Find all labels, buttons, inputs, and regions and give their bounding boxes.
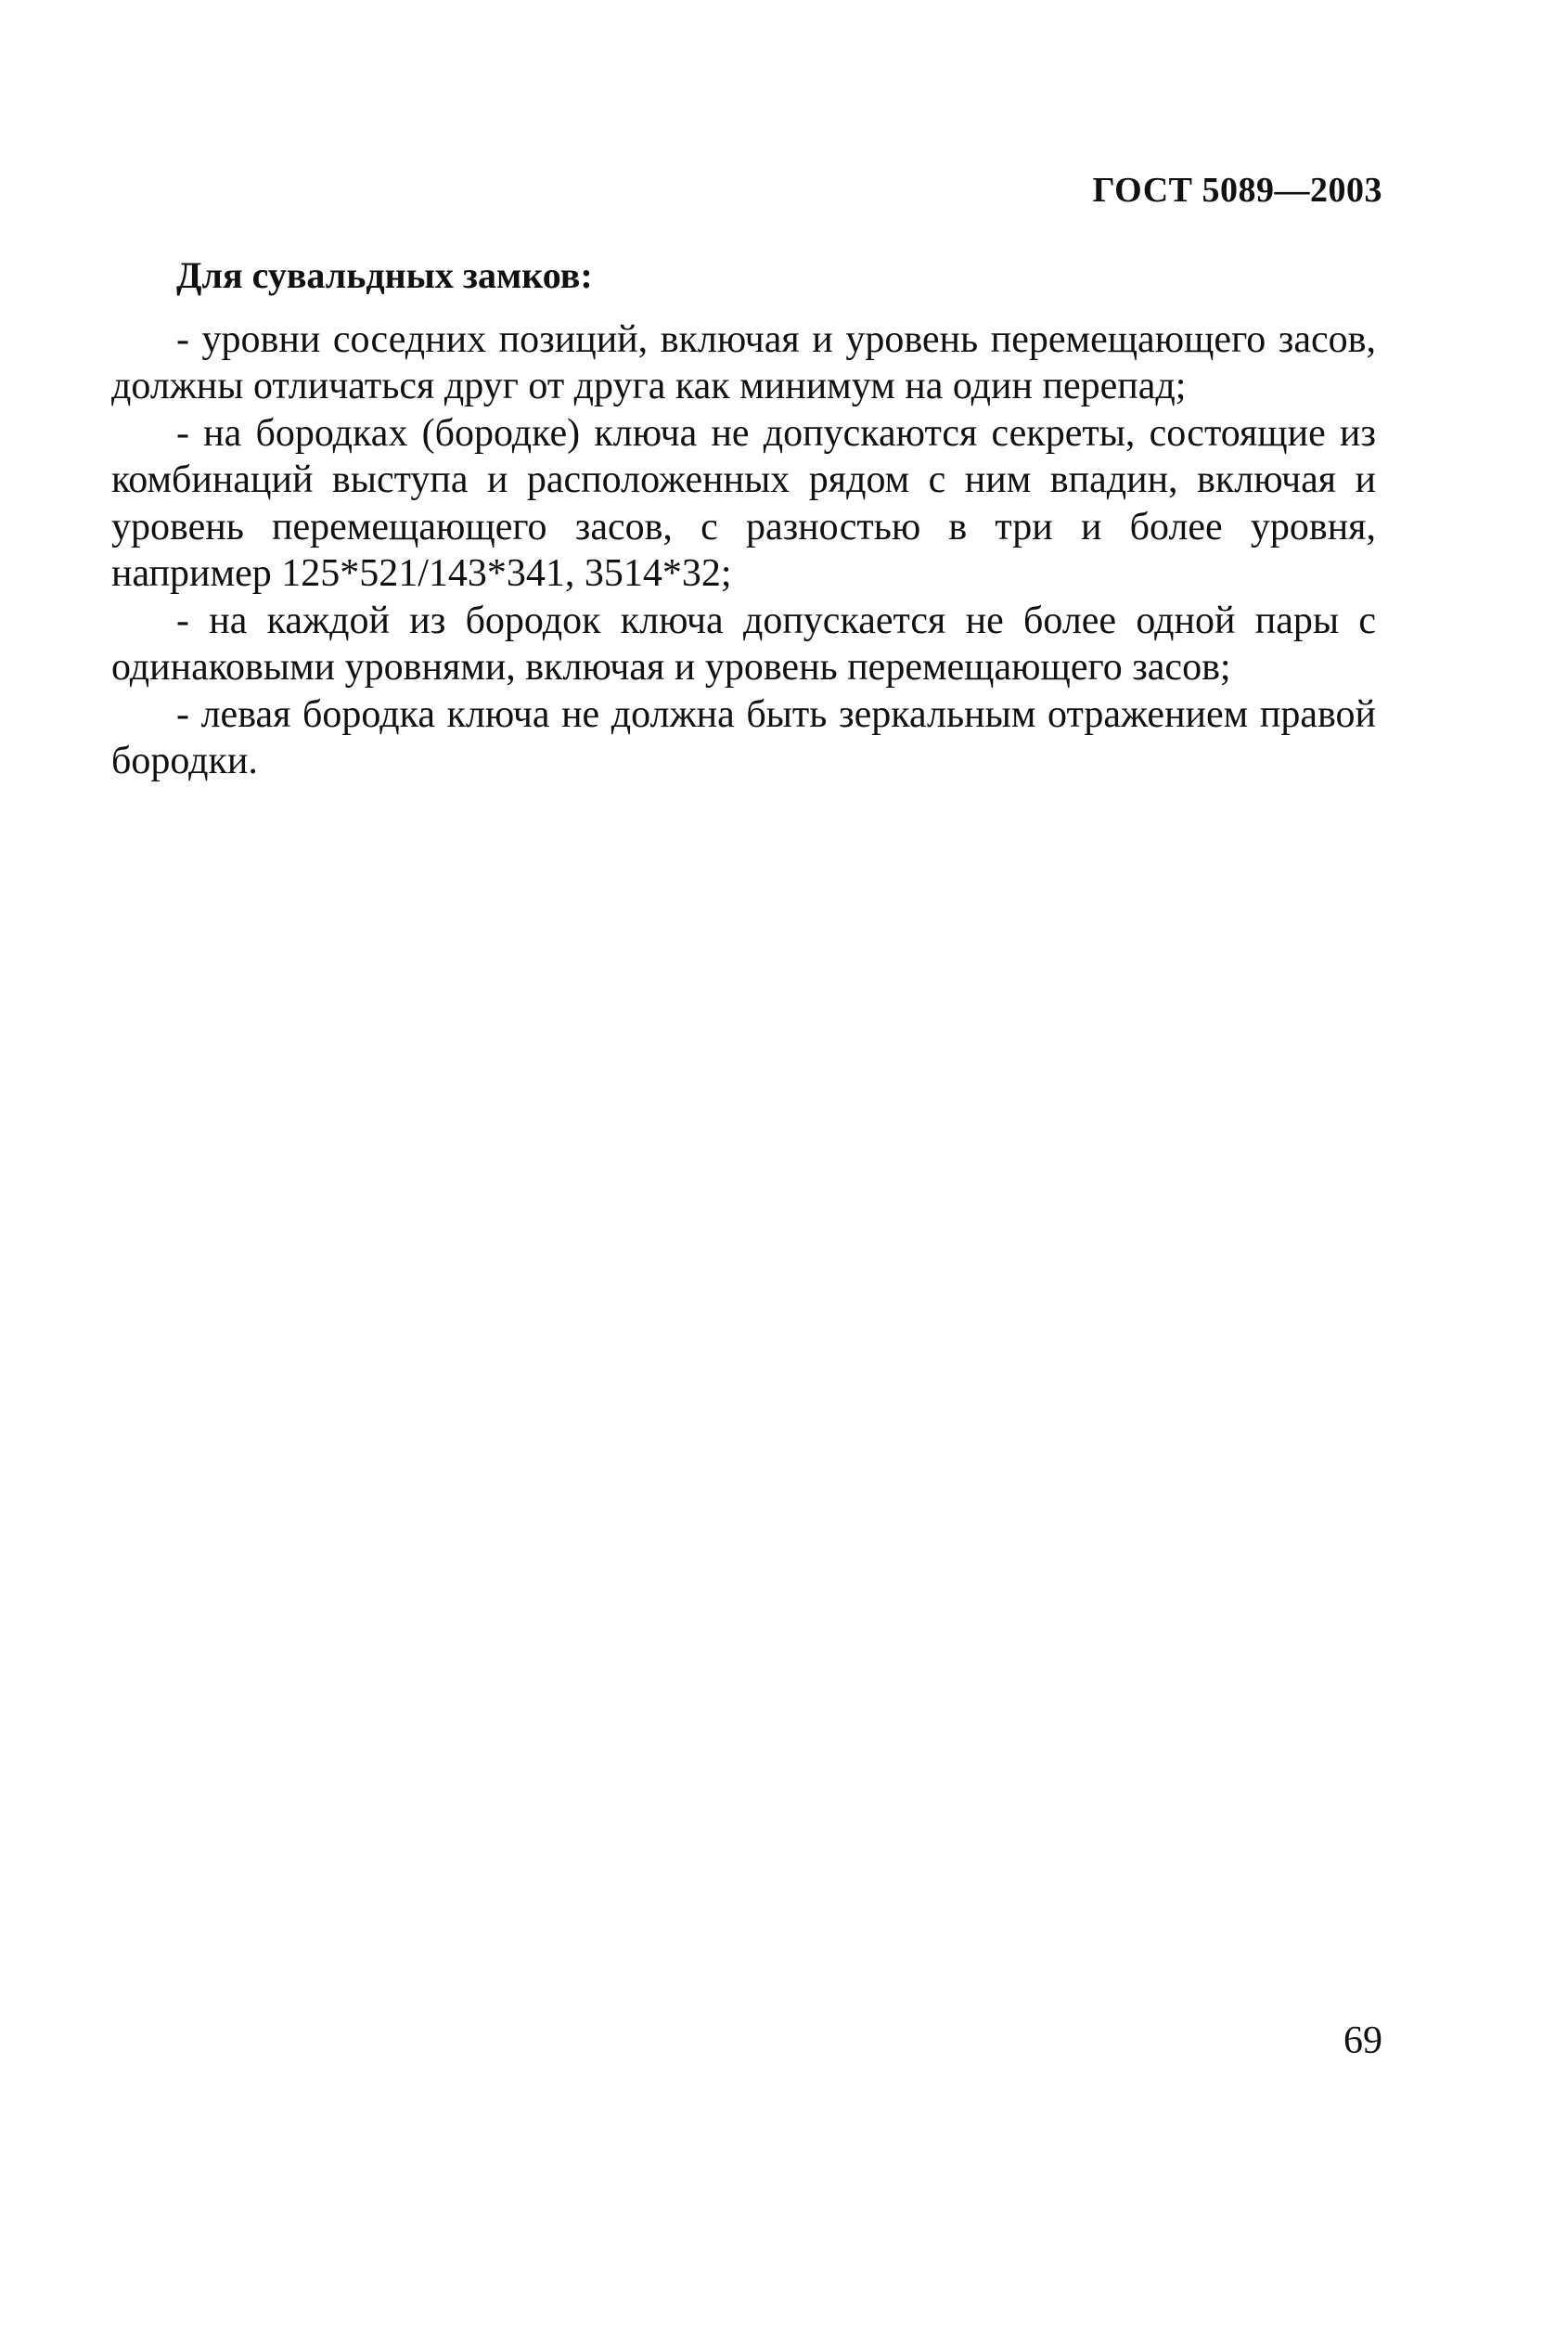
document-code: ГОСТ 5089—2003 — [1092, 171, 1382, 210]
page-number: 69 — [1343, 2019, 1382, 2062]
requirement-paragraph: - левая бородка ключа не должна быть зеркальным отражением правой бородки. — [111, 692, 1376, 782]
requirement-paragraph: - на каждой из бородок ключа допускается не более одной пары с одинаковыми уровнями, включая и уровень перемещающего засов; — [111, 599, 1376, 689]
section-body — [111, 252, 1376, 785]
requirement-paragraph: - уровни соседних позиций, включая и уровень перемещающего засов, должны отличаться друг от друга как минимум на один перепад; — [111, 317, 1376, 407]
requirement-paragraph: - на бородках (бородке) ключа не допускаются секреты, состоящие из комбинаций выступа и расположенных рядом с ним впадин, включая и уровень перемещающего засов, с разностью в три и более уровня, например 125*521/143*341, 3514*32; — [111, 411, 1376, 595]
section-heading: Для сувальдных замков: — [176, 254, 593, 296]
